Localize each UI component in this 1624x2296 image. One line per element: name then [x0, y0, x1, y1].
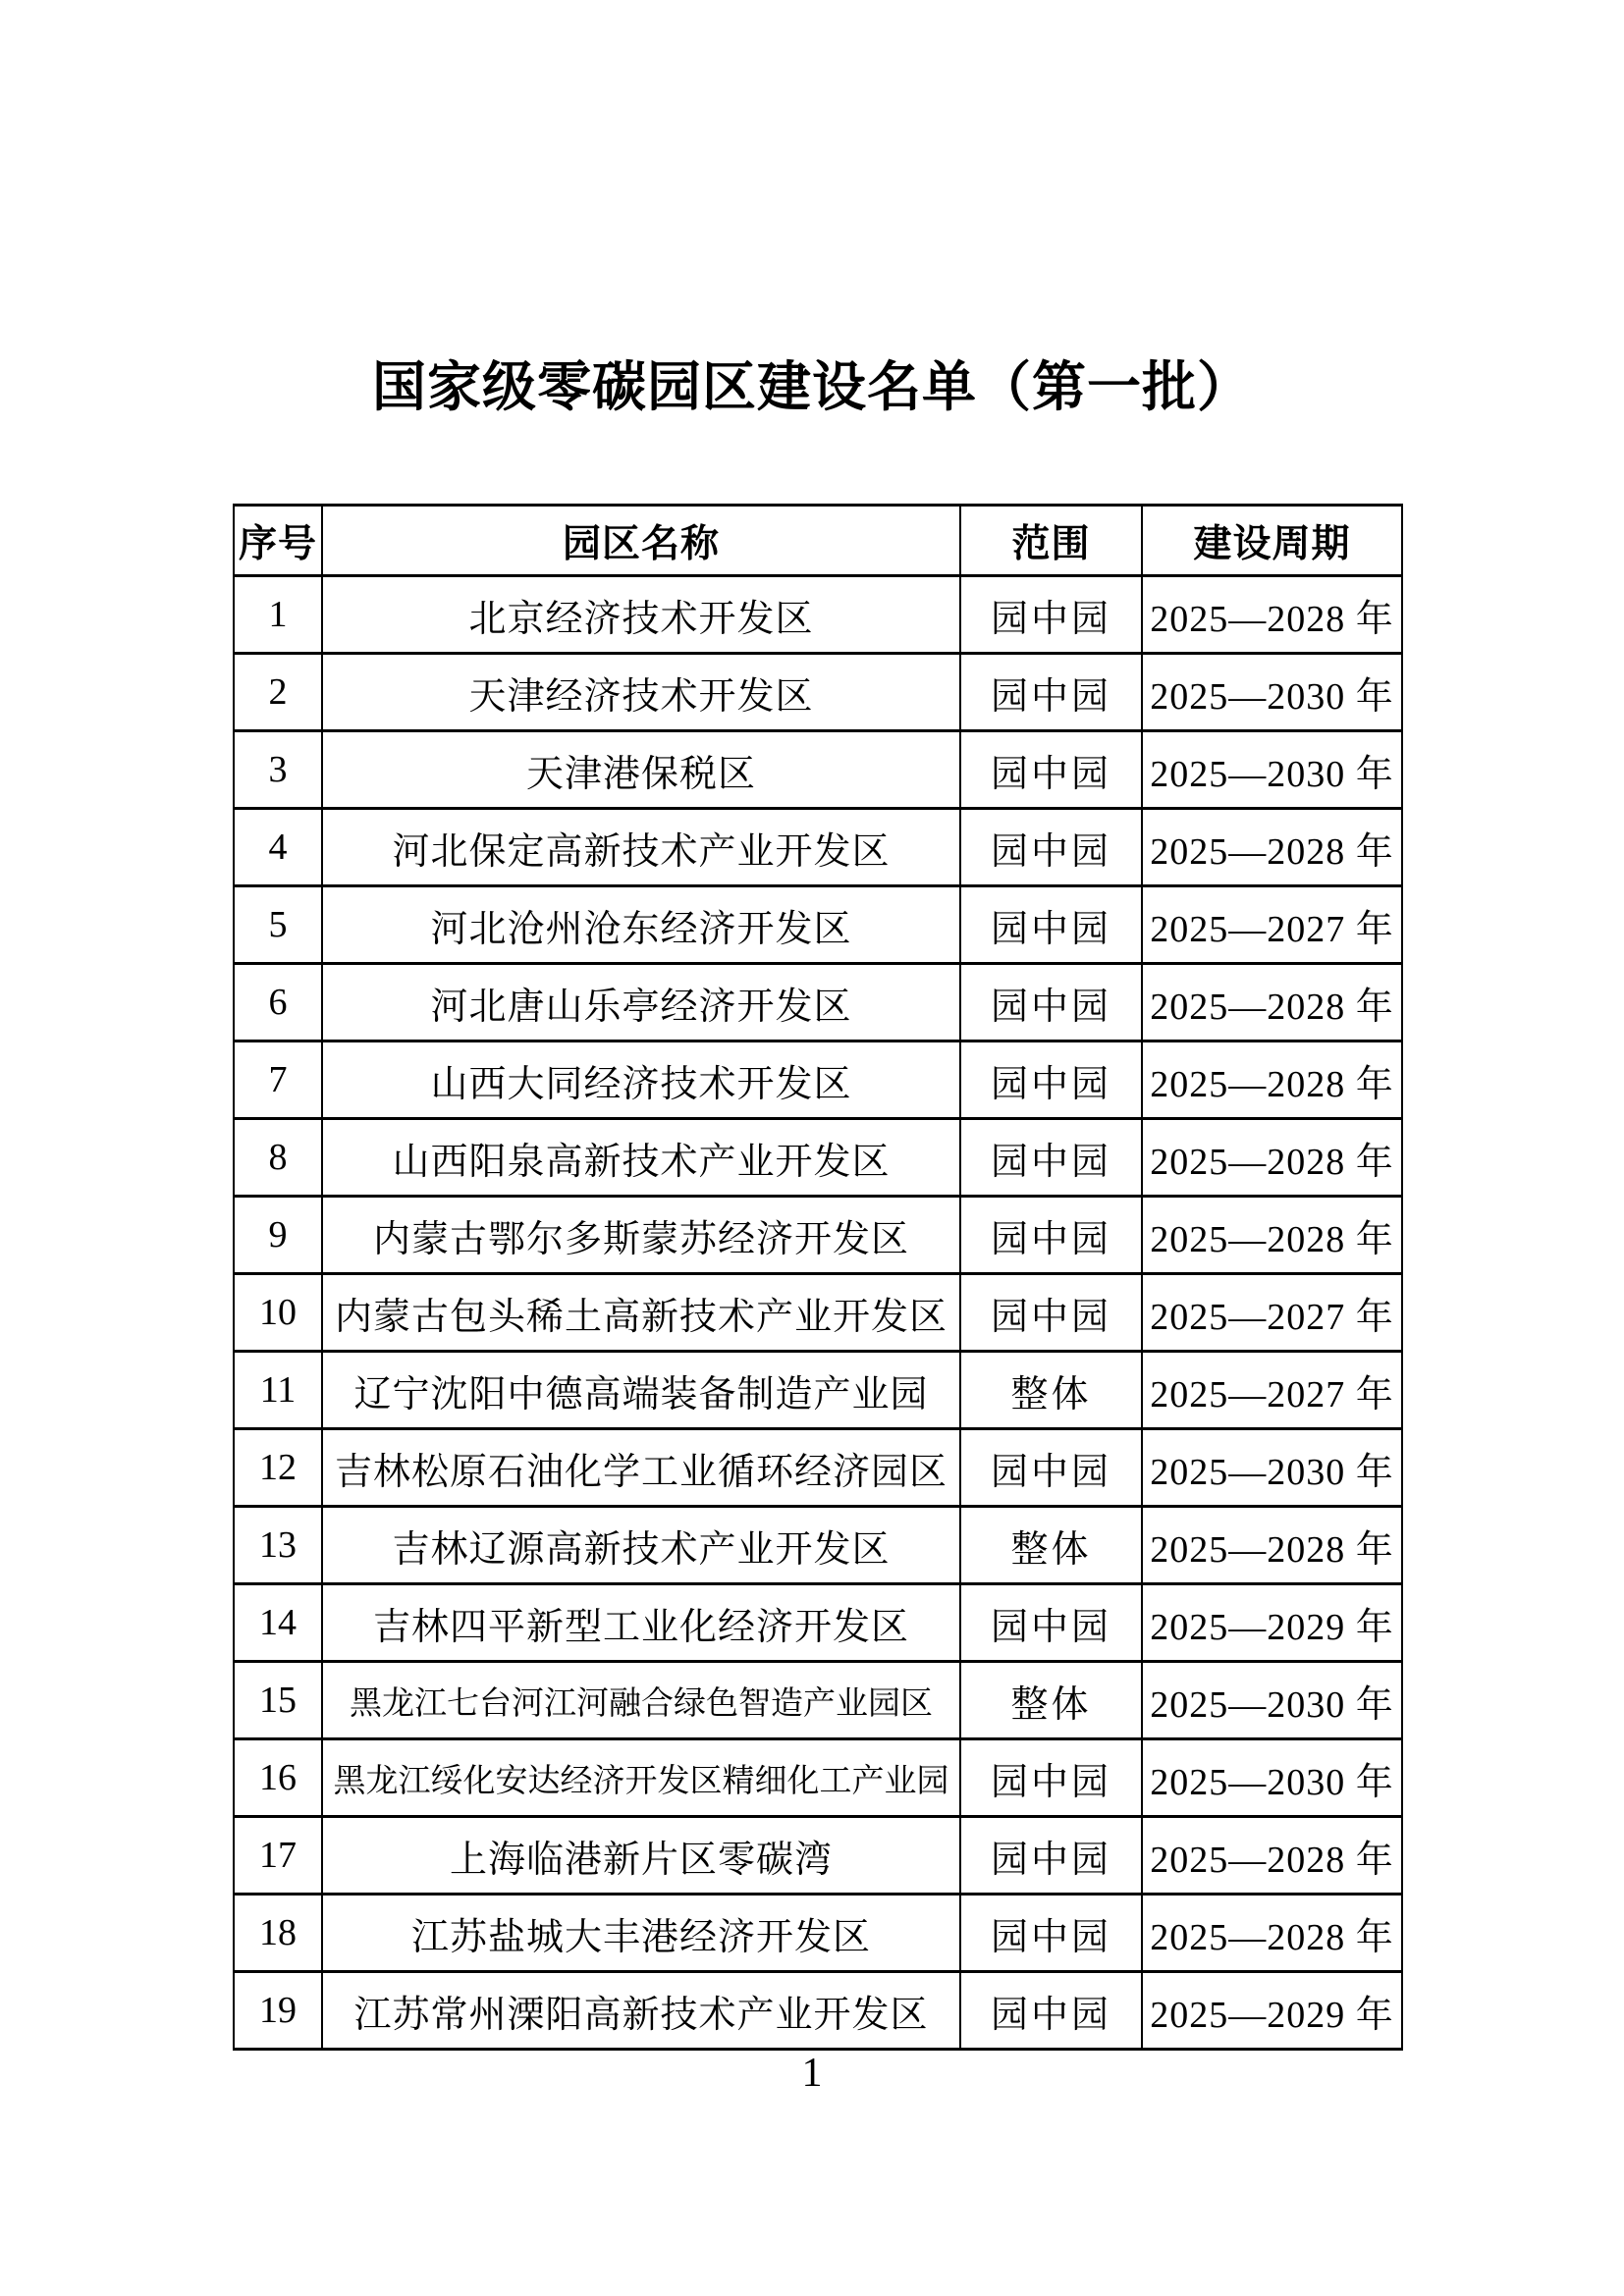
table-row — [234, 576, 1402, 654]
table-row — [234, 1584, 1402, 1662]
table-row — [234, 1972, 1402, 2050]
cell-name: 内蒙古包头稀土高新技术产业开发区 — [322, 1274, 960, 1352]
cell-name: 天津港保税区 — [322, 731, 960, 809]
cell-scope: 园中园 — [960, 1584, 1142, 1662]
cell-period: 2025—2028 年 — [1142, 1895, 1402, 1972]
cell-period: 2025—2027 年 — [1142, 886, 1402, 964]
cell-name: 吉林辽源高新技术产业开发区 — [322, 1507, 960, 1584]
cell-name: 山西阳泉高新技术产业开发区 — [322, 1119, 960, 1197]
table-row — [234, 809, 1402, 886]
cell-scope: 园中园 — [960, 1739, 1142, 1817]
cell-name: 河北保定高新技术产业开发区 — [322, 809, 960, 886]
cell-scope: 园中园 — [960, 1197, 1142, 1274]
table-header-row — [234, 506, 1402, 576]
cell-scope: 园中园 — [960, 576, 1142, 654]
table-row — [234, 731, 1402, 809]
cell-index: 3 — [234, 731, 322, 809]
table-row — [234, 1352, 1402, 1429]
cell-scope: 整体 — [960, 1507, 1142, 1584]
cell-name: 江苏盐城大丰港经济开发区 — [322, 1895, 960, 1972]
cell-scope: 整体 — [960, 1662, 1142, 1739]
cell-name: 黑龙江绥化安达经济开发区精细化工产业园 — [322, 1739, 960, 1817]
cell-index: 16 — [234, 1739, 322, 1817]
cell-period: 2025—2030 年 — [1142, 1662, 1402, 1739]
cell-index: 1 — [234, 576, 322, 654]
cell-period: 2025—2027 年 — [1142, 1352, 1402, 1429]
cell-period: 2025—2030 年 — [1142, 1739, 1402, 1817]
cell-name: 吉林四平新型工业化经济开发区 — [322, 1584, 960, 1662]
table-row — [234, 1429, 1402, 1507]
cell-period: 2025—2030 年 — [1142, 731, 1402, 809]
cell-period: 2025—2029 年 — [1142, 1584, 1402, 1662]
cell-scope: 园中园 — [960, 1895, 1142, 1972]
table-row — [234, 1197, 1402, 1274]
cell-name: 河北唐山乐亭经济开发区 — [322, 964, 960, 1041]
cell-period: 2025—2028 年 — [1142, 1119, 1402, 1197]
header-cell-scope: 范围 — [960, 506, 1142, 576]
cell-period: 2025—2030 年 — [1142, 1429, 1402, 1507]
table-row — [234, 1895, 1402, 1972]
cell-scope: 园中园 — [960, 731, 1142, 809]
cell-period: 2025—2028 年 — [1142, 1507, 1402, 1584]
table-row — [234, 1274, 1402, 1352]
table-row — [234, 1119, 1402, 1197]
cell-scope: 园中园 — [960, 809, 1142, 886]
page-number: 1 — [801, 2051, 823, 2096]
cell-name: 吉林松原石油化学工业循环经济园区 — [322, 1429, 960, 1507]
cell-index: 18 — [234, 1895, 322, 1972]
cell-period: 2025—2027 年 — [1142, 1274, 1402, 1352]
cell-name: 黑龙江七台河江河融合绿色智造产业园区 — [322, 1662, 960, 1739]
cell-period: 2025—2028 年 — [1142, 1197, 1402, 1274]
cell-period: 2025—2028 年 — [1142, 1041, 1402, 1119]
table-row — [234, 886, 1402, 964]
cell-index: 10 — [234, 1274, 322, 1352]
cell-name: 北京经济技术开发区 — [322, 576, 960, 654]
cell-index: 5 — [234, 886, 322, 964]
cell-index: 12 — [234, 1429, 322, 1507]
cell-name: 天津经济技术开发区 — [322, 654, 960, 731]
cell-scope: 园中园 — [960, 1041, 1142, 1119]
cell-name: 内蒙古鄂尔多斯蒙苏经济开发区 — [322, 1197, 960, 1274]
cell-index: 11 — [234, 1352, 322, 1429]
cell-name: 江苏常州溧阳高新技术产业开发区 — [322, 1972, 960, 2050]
cell-period: 2025—2028 年 — [1142, 1817, 1402, 1895]
cell-scope: 整体 — [960, 1352, 1142, 1429]
cell-period: 2025—2028 年 — [1142, 964, 1402, 1041]
cell-period: 2025—2029 年 — [1142, 1972, 1402, 2050]
cell-name: 山西大同经济技术开发区 — [322, 1041, 960, 1119]
table-row — [234, 1041, 1402, 1119]
cell-index: 2 — [234, 654, 322, 731]
cell-name: 河北沧州沧东经济开发区 — [322, 886, 960, 964]
cell-name: 上海临港新片区零碳湾 — [322, 1817, 960, 1895]
table-body — [234, 576, 1402, 2050]
parks-table — [233, 504, 1403, 2051]
page-title: 国家级零碳园区建设名单（第一批） — [371, 357, 1252, 417]
cell-index: 8 — [234, 1119, 322, 1197]
cell-index: 15 — [234, 1662, 322, 1739]
cell-index: 13 — [234, 1507, 322, 1584]
cell-period: 2025—2030 年 — [1142, 654, 1402, 731]
table-row — [234, 654, 1402, 731]
cell-scope: 园中园 — [960, 1817, 1142, 1895]
cell-scope: 园中园 — [960, 964, 1142, 1041]
cell-period: 2025—2028 年 — [1142, 809, 1402, 886]
cell-scope: 园中园 — [960, 886, 1142, 964]
table-row — [234, 1662, 1402, 1739]
table-row — [234, 1817, 1402, 1895]
table-row — [234, 1507, 1402, 1584]
cell-scope: 园中园 — [960, 1274, 1142, 1352]
cell-index: 6 — [234, 964, 322, 1041]
header-cell-no: 序号 — [234, 506, 322, 576]
cell-period: 2025—2028 年 — [1142, 576, 1402, 654]
cell-name: 辽宁沈阳中德高端装备制造产业园 — [322, 1352, 960, 1429]
cell-index: 7 — [234, 1041, 322, 1119]
cell-index: 19 — [234, 1972, 322, 2050]
cell-scope: 园中园 — [960, 1119, 1142, 1197]
cell-index: 14 — [234, 1584, 322, 1662]
cell-scope: 园中园 — [960, 1429, 1142, 1507]
header-cell-name: 园区名称 — [322, 506, 960, 576]
header-cell-period: 建设周期 — [1142, 506, 1402, 576]
cell-index: 4 — [234, 809, 322, 886]
cell-index: 9 — [234, 1197, 322, 1274]
cell-scope: 园中园 — [960, 1972, 1142, 2050]
table-row — [234, 964, 1402, 1041]
cell-index: 17 — [234, 1817, 322, 1895]
table-row — [234, 1739, 1402, 1817]
cell-scope: 园中园 — [960, 654, 1142, 731]
